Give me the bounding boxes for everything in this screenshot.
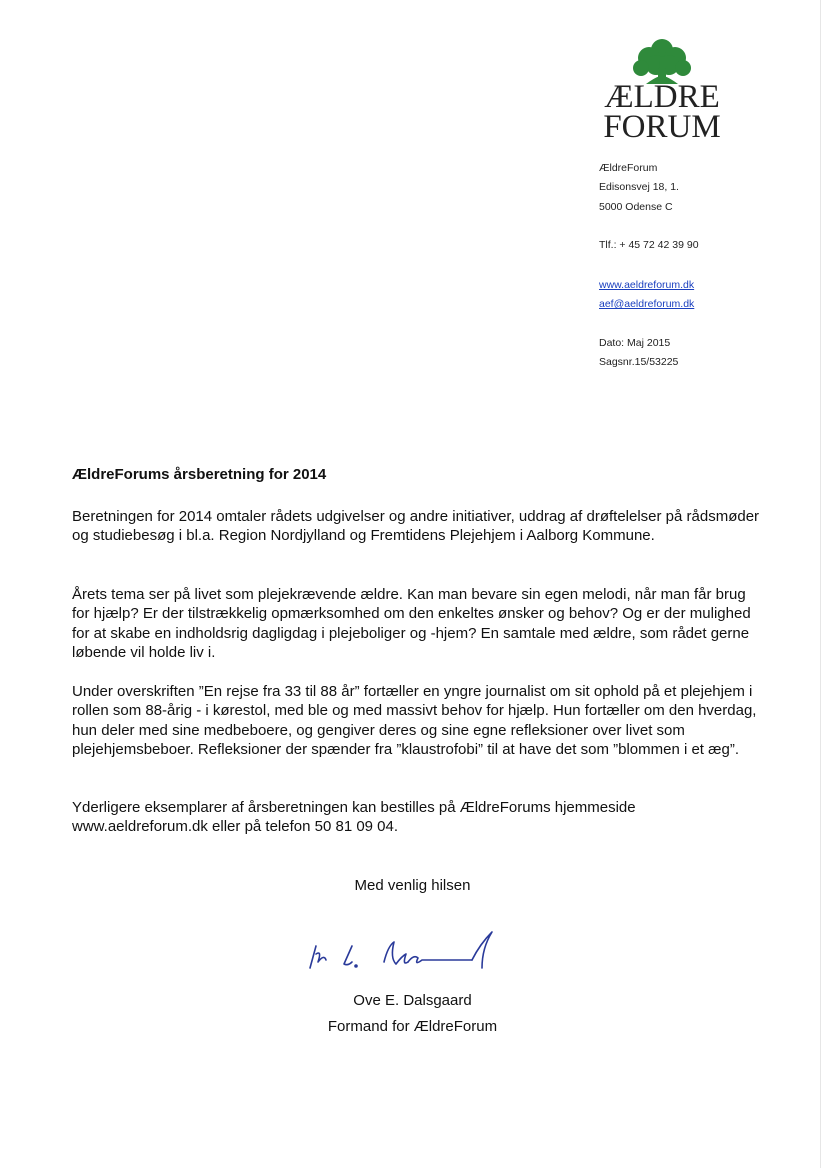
- closing-greeting: Med venlig hilsen: [354, 877, 471, 894]
- case-number: Sagsnr.15/53225: [599, 356, 679, 368]
- body-paragraph-1: [72, 507, 762, 546]
- body-paragraph-4: [72, 798, 762, 837]
- paragraph-text: Under overskriften ”En rejse fra 33 til 88 år” fortæller en yngre journalist om sit ophold på et plejehjem i rollen som 88-årig - i kørestol, med ble og med massivt behov for hjælp. Hun fortæller om den hverdag, hun deler med sine medbeboere, og gengiver deres og sine egne refleksioner over livet som plejehjemsbeboer. Refleksioner der spænder fra ”klaustrofobi” til at have det som ”blommen i et æg”.: [72, 683, 757, 758]
- sender-website-wrap: [599, 278, 694, 292]
- email-link[interactable]: aef@aeldreforum.dk: [599, 298, 695, 310]
- tree-icon: [596, 38, 728, 84]
- sender-name: ÆldreForum: [599, 162, 658, 174]
- aeldreforum-logo: [596, 38, 728, 144]
- paragraph-text: Årets tema ser på livet som plejekrævende ældre. Kan man bevare sin egen melodi, når man får brug for hjælp? Er der tilstrækkelig opmærksomhed om den enkeltes ønsker og behov? Og er der mulighed for at skabe en indholdsrig dagligdag i plejeboliger og -hjem? En samtale med ældre, som rådet gerne løbende vil holde liv i.: [72, 586, 751, 661]
- sender-city: 5000 Odense C: [599, 201, 673, 213]
- logo-line-2: FORUM: [603, 109, 721, 145]
- paragraph-text: Beretningen for 2014 omtaler rådets udgivelser og andre initiativer, uddrag af drøftelelser på rådsmøder og studiebesøg i bl.a. Region Nordjylland og Fremtidens Plejehjem i Aalborg Kommune.: [72, 508, 760, 545]
- letter-heading: ÆldreForums årsberetning for 2014: [72, 466, 327, 483]
- handwritten-signature: [296, 924, 506, 980]
- signer-title: Formand for ÆldreForum: [327, 1018, 498, 1035]
- sender-phone: Tlf.: + 45 72 42 39 90: [599, 239, 699, 251]
- body-paragraph-3: [72, 682, 762, 759]
- body-paragraph-2: [72, 585, 762, 662]
- letter-date: Dato: Maj 2015: [599, 337, 671, 349]
- signer-name: Ove E. Dalsgaard: [353, 992, 472, 1009]
- website-link[interactable]: www.aeldreforum.dk: [599, 279, 695, 291]
- paragraph-text: Yderligere eksemplarer af årsberetningen kan bestilles på ÆldreForums hjemmeside www.aeldreforum.dk eller på telefon 50 81 09 04.: [72, 799, 636, 836]
- logo-line-1: ÆLDRE: [604, 79, 720, 115]
- sender-email-wrap: [599, 297, 694, 311]
- sender-street: Edisonsvej 18, 1.: [599, 181, 679, 193]
